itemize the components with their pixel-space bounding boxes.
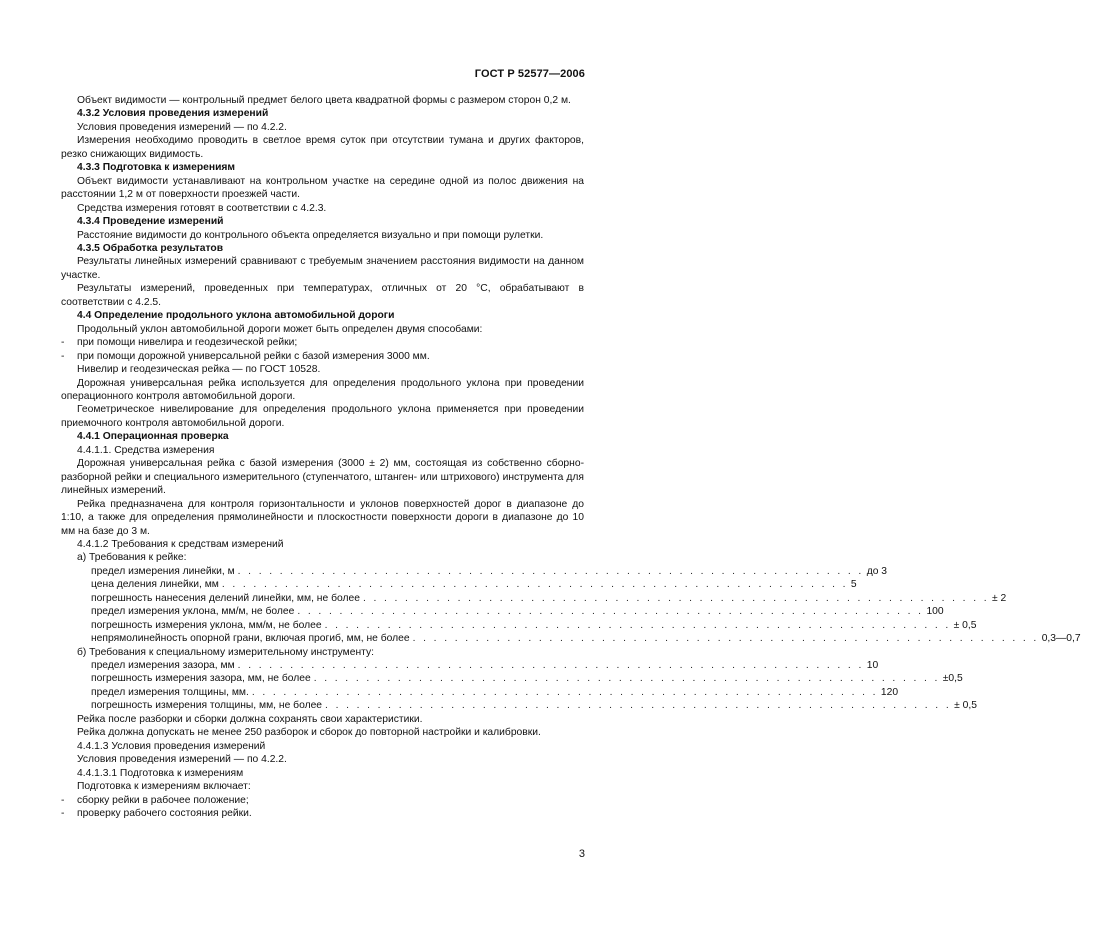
requirement-value: 5 xyxy=(850,579,857,591)
paragraph: Расстояние видимости до контрольного объекта определяется визуально и при помощи рулетки. xyxy=(77,229,544,241)
paragraph: Нивелир и геодезическая рейка — по ГОСТ 10528. xyxy=(77,364,321,376)
dot-leader: . . . . . . . . . . . . . . . . . . . . . . . . . . . . . . . . . . . . . . . . . . . . . . . . . . . . . . . . . . . . xyxy=(221,579,848,591)
requirement-row xyxy=(61,659,879,672)
list-item-text: при помощи дорожной универсальной рейки с базой измерения 3000 мм. xyxy=(77,350,430,362)
requirement-value: ± 0,5 xyxy=(954,700,977,712)
requirement-label: погрешность нанесения делений линейки, мм, не более xyxy=(91,592,360,604)
section-heading-4-3-5: 4.3.5 Обработка результатов xyxy=(77,242,224,254)
requirement-label: погрешность измерения зазора, мм, не более xyxy=(91,673,311,685)
requirement-label: предел измерения уклона, мм/м, не более xyxy=(91,606,295,618)
requirement-label: непрямолинейность опорной грани, включая прогиб, мм, не более xyxy=(91,633,410,645)
requirements-b-heading: б) Требования к специальному измерительному инструменту: xyxy=(77,646,375,658)
section-heading-4-3-4: 4.3.4 Проведение измерений xyxy=(77,216,224,228)
paragraph: Рейка должна допускать не менее 250 разборок и сборок до повторной настройки и калибровки. xyxy=(77,727,541,739)
requirement-row xyxy=(61,578,857,591)
list-dash: - xyxy=(61,337,65,349)
paragraph: Результаты измерений, проведенных при температурах, отличных от 20 °С, обрабатывают в соответствии с 4.2.5. xyxy=(61,283,584,308)
requirement-label: цена деления линейки, мм xyxy=(91,579,219,591)
list-item xyxy=(61,794,584,807)
section-heading-4-4: 4.4 Определение продольного уклона автомобильной дороги xyxy=(77,310,395,322)
subsection-title: 4.4.1.2 Требования к средствам измерений xyxy=(77,538,284,550)
paragraph: Объект видимости — контрольный предмет белого цвета квадратной формы с размером сторон 0,2 м. xyxy=(77,95,571,106)
dot-leader: . . . . . . . . . . . . . . . . . . . . . . . . . . . . . . . . . . . . . . . . . . . . . . . . . . . . . . . . . . . . xyxy=(297,606,924,618)
paragraph: Геометрическое нивелирование для определения продольного уклона применяется при проведении приемочного контроля автомобильной дороги. xyxy=(61,404,584,429)
list-item-text: проверку рабочего состояния рейки. xyxy=(77,808,252,820)
requirements-b-list xyxy=(61,659,977,713)
page-number: 3 xyxy=(578,848,585,860)
subsection-title: 4.4.1.3.1 Подготовка к измерениям xyxy=(77,767,244,779)
section-heading-4-3-3: 4.3.3 Подготовка к измерениям xyxy=(77,162,236,174)
requirement-row xyxy=(61,632,1081,645)
requirements-a-heading: а) Требования к рейке: xyxy=(77,552,187,564)
list-dash: - xyxy=(61,808,65,820)
requirement-value: ± 0,5 xyxy=(953,619,977,631)
paragraph: Подготовка к измерениям включает: xyxy=(77,781,251,793)
requirement-value: 10 xyxy=(866,660,879,672)
list-item xyxy=(61,336,584,349)
subsection-title: 4.4.1.3 Условия проведения измерений xyxy=(77,740,266,752)
paragraph: Условия проведения измерений — по 4.2.2. xyxy=(77,121,287,133)
requirement-label: предел измерения толщины, мм. xyxy=(91,686,249,698)
paragraph: Измерения необходимо проводить в светлое время суток при отсутствии тумана и других факторов, резко снижающих видимость. xyxy=(61,135,584,160)
dot-leader: . . . . . . . . . . . . . . . . . . . . . . . . . . . . . . . . . . . . . . . . . . . . . . . . . . . . . . . . . . . . xyxy=(313,673,940,685)
dot-leader: . . . . . . . . . . . . . . . . . . . . . . . . . . . . . . . . . . . . . . . . . . . . . . . . . . . . . . . . . . . . xyxy=(324,619,951,631)
requirement-row xyxy=(61,686,899,699)
list-dash: - xyxy=(61,350,65,362)
dot-leader: . . . . . . . . . . . . . . . . . . . . . . . . . . . . . . . . . . . . . . . . . . . . . . . . . . . . . . . . . . . . xyxy=(251,686,878,698)
requirement-row xyxy=(61,565,888,578)
requirement-row xyxy=(61,592,1007,605)
dot-leader: . . . . . . . . . . . . . . . . . . . . . . . . . . . . . . . . . . . . . . . . . . . . . . . . . . . . . . . . . . . . xyxy=(412,633,1039,645)
requirement-value: до 3 xyxy=(866,565,888,577)
requirement-row xyxy=(61,672,963,685)
requirement-label: предел измерения линейки, м xyxy=(91,565,235,577)
paragraph: Средства измерения готовят в соответствии с 4.2.3. xyxy=(77,202,327,214)
requirement-row xyxy=(61,605,944,618)
paragraph: Рейка предназначена для контроля горизонтальности и уклонов поверхностей дорог в диапазоне до 1:10, а также для определения прямолинейности и плоскостности поверхности дороги в диапазоне до 10 мм на базе до 3 м. xyxy=(61,498,584,537)
requirement-value: 100 xyxy=(926,606,944,618)
list-dash: - xyxy=(61,794,65,806)
dot-leader: . . . . . . . . . . . . . . . . . . . . . . . . . . . . . . . . . . . . . . . . . . . . . . . . . . . . . . . . . . . . xyxy=(237,565,864,577)
requirement-label: погрешность измерения толщины, мм, не более xyxy=(91,700,323,712)
paragraph: Рейка после разборки и сборки должна сохранять свои характеристики. xyxy=(77,713,423,725)
requirement-label: погрешность измерения уклона, мм/м, не более xyxy=(91,619,322,631)
paragraph: Дорожная универсальная рейка с базой измерения (3000 ± 2) мм, состоящая из собственно сборно-разборной рейки и специального измерительного (ступенчатого, штанген- или штрихового) инструмента для линейных измерений. xyxy=(61,458,584,497)
subsection-title: 4.4.1.1. Средства измерения xyxy=(77,444,215,456)
requirements-a-list xyxy=(61,565,1081,646)
dot-leader: . . . . . . . . . . . . . . . . . . . . . . . . . . . . . . . . . . . . . . . . . . . . . . . . . . . . . . . . . . . . xyxy=(325,700,952,712)
list-item-text: при помощи нивелира и геодезической рейки; xyxy=(77,337,298,349)
paragraph: Продольный уклон автомобильной дороги может быть определен двумя способами: xyxy=(77,323,483,335)
section-heading-4-4-1: 4.4.1 Операционная проверка xyxy=(77,431,229,443)
dot-leader: . . . . . . . . . . . . . . . . . . . . . . . . . . . . . . . . . . . . . . . . . . . . . . . . . . . . . . . . . . . . xyxy=(362,592,989,604)
requirement-row xyxy=(61,619,977,632)
list-item xyxy=(61,350,584,363)
requirement-label: предел измерения зазора, мм xyxy=(91,660,235,672)
section-heading-4-3-2: 4.3.2 Условия проведения измерений xyxy=(77,108,269,120)
list-item xyxy=(61,807,584,820)
requirement-value: ± 2 xyxy=(992,592,1007,604)
list-item-text: сборку рейки в рабочее положение; xyxy=(77,794,249,806)
requirement-value: 120 xyxy=(880,686,899,698)
requirement-row xyxy=(61,699,977,712)
paragraph: Условия проведения измерений — по 4.2.2. xyxy=(77,754,287,766)
dot-leader: . . . . . . . . . . . . . . . . . . . . . . . . . . . . . . . . . . . . . . . . . . . . . . . . . . . . . . . . . . . . xyxy=(237,660,864,672)
standard-header: ГОСТ Р 52577—2006 xyxy=(474,68,585,80)
requirement-value: 0,3—0,7 xyxy=(1041,633,1081,645)
paragraph: Дорожная универсальная рейка используется для определения продольного уклона при проведении операционного контроля автомобильной дороги. xyxy=(61,377,584,402)
paragraph: Результаты линейных измерений сравнивают с требуемым значением расстояния видимости на данном участке. xyxy=(61,256,584,281)
page-body xyxy=(61,94,1081,820)
requirement-value: ±0,5 xyxy=(942,673,963,685)
paragraph: Объект видимости устанавливают на контрольном участке на середине одной из полос движения на расстоянии 1,2 м от поверхности проезжей части. xyxy=(61,175,584,201)
